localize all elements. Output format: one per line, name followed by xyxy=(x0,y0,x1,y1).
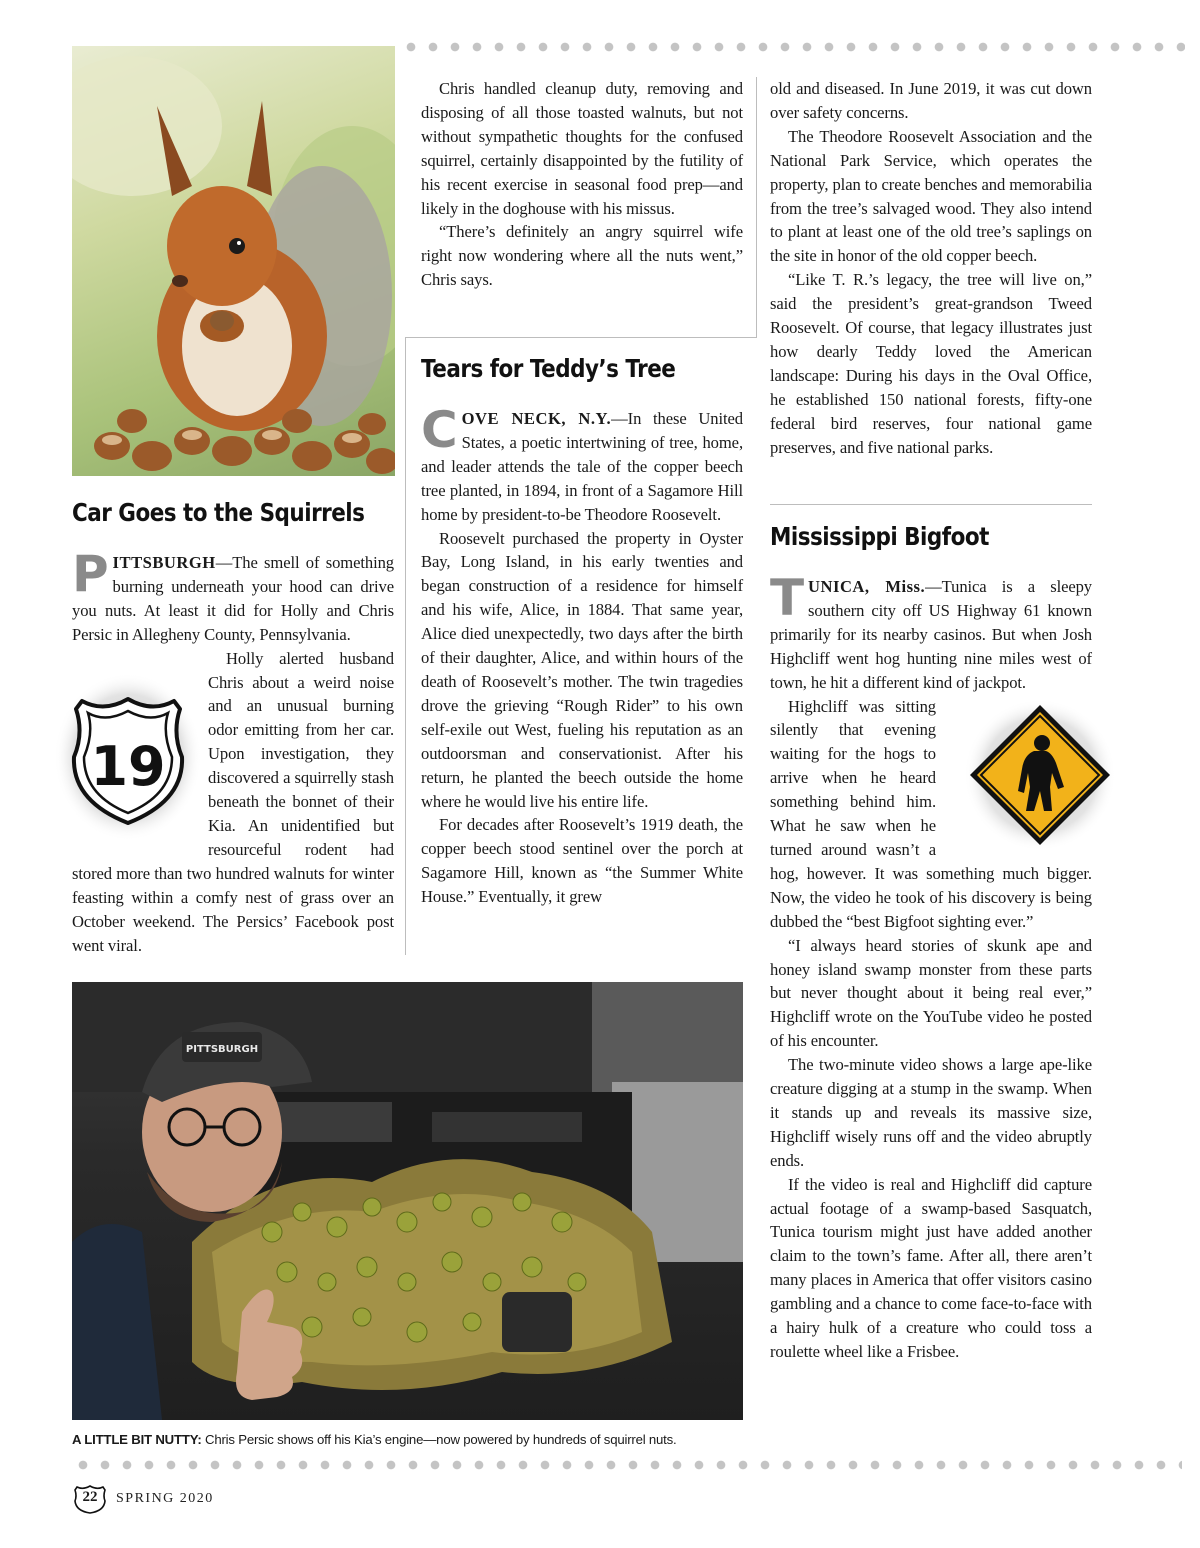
top-dotted-rule xyxy=(400,40,1185,54)
story2-headline: Tears for Teddy’s Tree xyxy=(421,354,676,383)
story2-paragraph-2: Roosevelt purchased the property in Oyster Bay, Long Island, in his early twenties and began construction of a residence for himself and his wife, Alice, in 1884. That same year, Alice died unexpectedly, two days after the birth of their daughter, Alice, and within hours of the death of Roosevelt’s mother. The twin tragedies drove the grieving “Rough Rider” to his own self-exile out West, fueling his reputation as an outdoorsman and conservationist. After his return, he planted the beech outside the home where he would live his entire life. xyxy=(421,528,743,811)
story1-p2-text: Holly alerted husband Chris about a weird noise and an unusual burning odor emitting from her car. Upon investigation, they discovered a squirrelly stash beneath the bonnet of their Kia. An unidentified but resourceful rodent had stored more than two hundred walnuts for winter feasting within a comfy nest of grass over an October weekend. The Persics’ Facebook post went viral. xyxy=(72,648,394,955)
story3-column xyxy=(770,522,1092,1364)
story1-paragraph-4: “There’s definitely an angry squirrel wife right now wondering where all the nuts went,” Chris says. xyxy=(421,222,743,290)
story3-paragraph-4: The two-minute video shows a large ape-like creature digging at a stump in the swamp. When it stands up and reveals its massive size, Highcliff wisely runs off and the video abruptly ends. xyxy=(770,1055,1092,1170)
story1-dropcap: P xyxy=(72,545,109,603)
story3-p2-text: Highcliff was sitting silently that evening waiting for the hogs to arrive when he heard something behind him. What he saw when he turned around wasn’t a hog, however. It was something much bigger. Now, the video he took of his discovery is being dubbed the “best Bigfoot sighting ever.” xyxy=(770,696,1092,931)
story2-continued xyxy=(770,77,1092,460)
page-footer xyxy=(72,1482,214,1516)
story3-paragraph-2 xyxy=(770,695,1092,934)
story2-paragraph-3-cont: old and diseased. In June 2019, it was cut down over safety concerns. xyxy=(770,79,1092,122)
caption-lead: A LITTLE BIT NUTTY: xyxy=(72,1432,202,1447)
route-shield-page-number-icon xyxy=(72,1483,108,1515)
story1-headline: Car Goes to the Squirrels xyxy=(72,498,365,527)
story2-p1-text: —In these United States, a poetic intertwining of tree, home, and leader attends the tale of the copper beech tree planted, in 1894, in front of a Sagamore Hill home by president-to-be Theodore Roosevelt. xyxy=(421,409,743,524)
photo-caption xyxy=(72,1432,772,1447)
story1-paragraph-2 xyxy=(72,647,394,958)
issue-label: SPRING 2020 xyxy=(116,1491,214,1506)
story3-paragraph-5: If the video is real and Highcliff did capture actual footage of a swamp-based Sasquatch, Tunica tourism might just have added another claim to the town’s fame. After all, there aren’t many places in America that offer visitors casino gambling and a chance to come face-to-face with a hairy hulk of a creature who could toss a roulette wheel like a Frisbee. xyxy=(770,1174,1092,1361)
story3-paragraph-3: “I always heard stories of skunk ape and honey island swamp monster from these parts but never thought about it being real ever,” Highcliff wrote on the YouTube video he posted of his encounter. xyxy=(770,935,1092,1051)
car-engine-photo xyxy=(72,982,743,1420)
page-number: 22 xyxy=(82,1489,98,1505)
story2-paragraph-5: “Like T. R.’s legacy, the tree will live on,” said the president’s great-grandson Tweed Roosevelt. Of course, that legacy illustrates just how dearly Teddy loved the American landscape: During his days in the Oval Office, he established 150 national forests, fifty-one federal bird reserves, four national game preserves, and five national parks. xyxy=(770,270,1092,457)
story2-paragraph-3: For decades after Roosevelt’s 1919 death, the copper beech stood sentinel over the porch at Sagamore Hill, known as “the Summer White House.” Eventually, it grew xyxy=(421,815,743,907)
story1-dateline: ITTSBURGH xyxy=(112,553,216,572)
route-19-number: 19 xyxy=(90,734,166,798)
story3-headline: Mississippi Bigfoot xyxy=(770,522,989,551)
story2-column xyxy=(421,354,743,909)
story2-paragraph-1 xyxy=(421,401,743,527)
story3-dateline: UNICA, Miss. xyxy=(808,577,926,596)
hat-text: PITTSBURGH xyxy=(185,1044,259,1055)
column-rule-1 xyxy=(756,77,757,337)
bigfoot-crossing-sign-icon xyxy=(946,699,1098,851)
story2-dateline: OVE NECK, N.Y. xyxy=(461,409,612,428)
squirrel-photo xyxy=(72,46,395,476)
story3-top-rule xyxy=(770,504,1092,505)
route-19-shield-icon xyxy=(54,673,202,841)
story2-paragraph-4: The Theodore Roosevelt Association and the National Park Service, which operates the property, plan to create benches and memorabilia from the tree’s salvaged wood. They also intend to plant at least one of the old tree’s saplings on the site in honor of the old copper beech. xyxy=(770,126,1092,266)
story2-top-rule xyxy=(405,337,757,338)
middle-column-top xyxy=(421,77,743,292)
story1-paragraph-3: Chris handled cleanup duty, removing and disposing of all those toasted walnuts, but not without sympathetic thoughts for the confused squirrel, certainly disappointed by the futility of his recent exercise in seasonal food prep—and likely in the doghouse with his missus. xyxy=(421,79,743,218)
story1-p1-text: —The smell of something burning underneath your hood can drive you nuts. At least it did for Holly and Chris Persic in Allegheny County, Pennsylvania. xyxy=(72,553,394,644)
story1-paragraph-1 xyxy=(72,545,394,647)
story1-column xyxy=(72,498,394,957)
story2-dropcap: C xyxy=(421,401,458,459)
story3-paragraph-1 xyxy=(770,569,1092,695)
bottom-dotted-rule xyxy=(72,1458,1182,1472)
story3-p1-text: —Tunica is a sleepy southern city off US Highway 61 known primarily for its nearby casinos. But when Josh Highcliff went hog hunting nine miles west of town, he hit a different kind of jackpot. xyxy=(770,577,1092,692)
caption-text: Chris Persic shows off his Kia’s engine—now powered by hundreds of squirrel nuts. xyxy=(201,1432,677,1447)
story3-dropcap: T xyxy=(770,569,805,627)
story2-left-rule xyxy=(405,337,406,955)
